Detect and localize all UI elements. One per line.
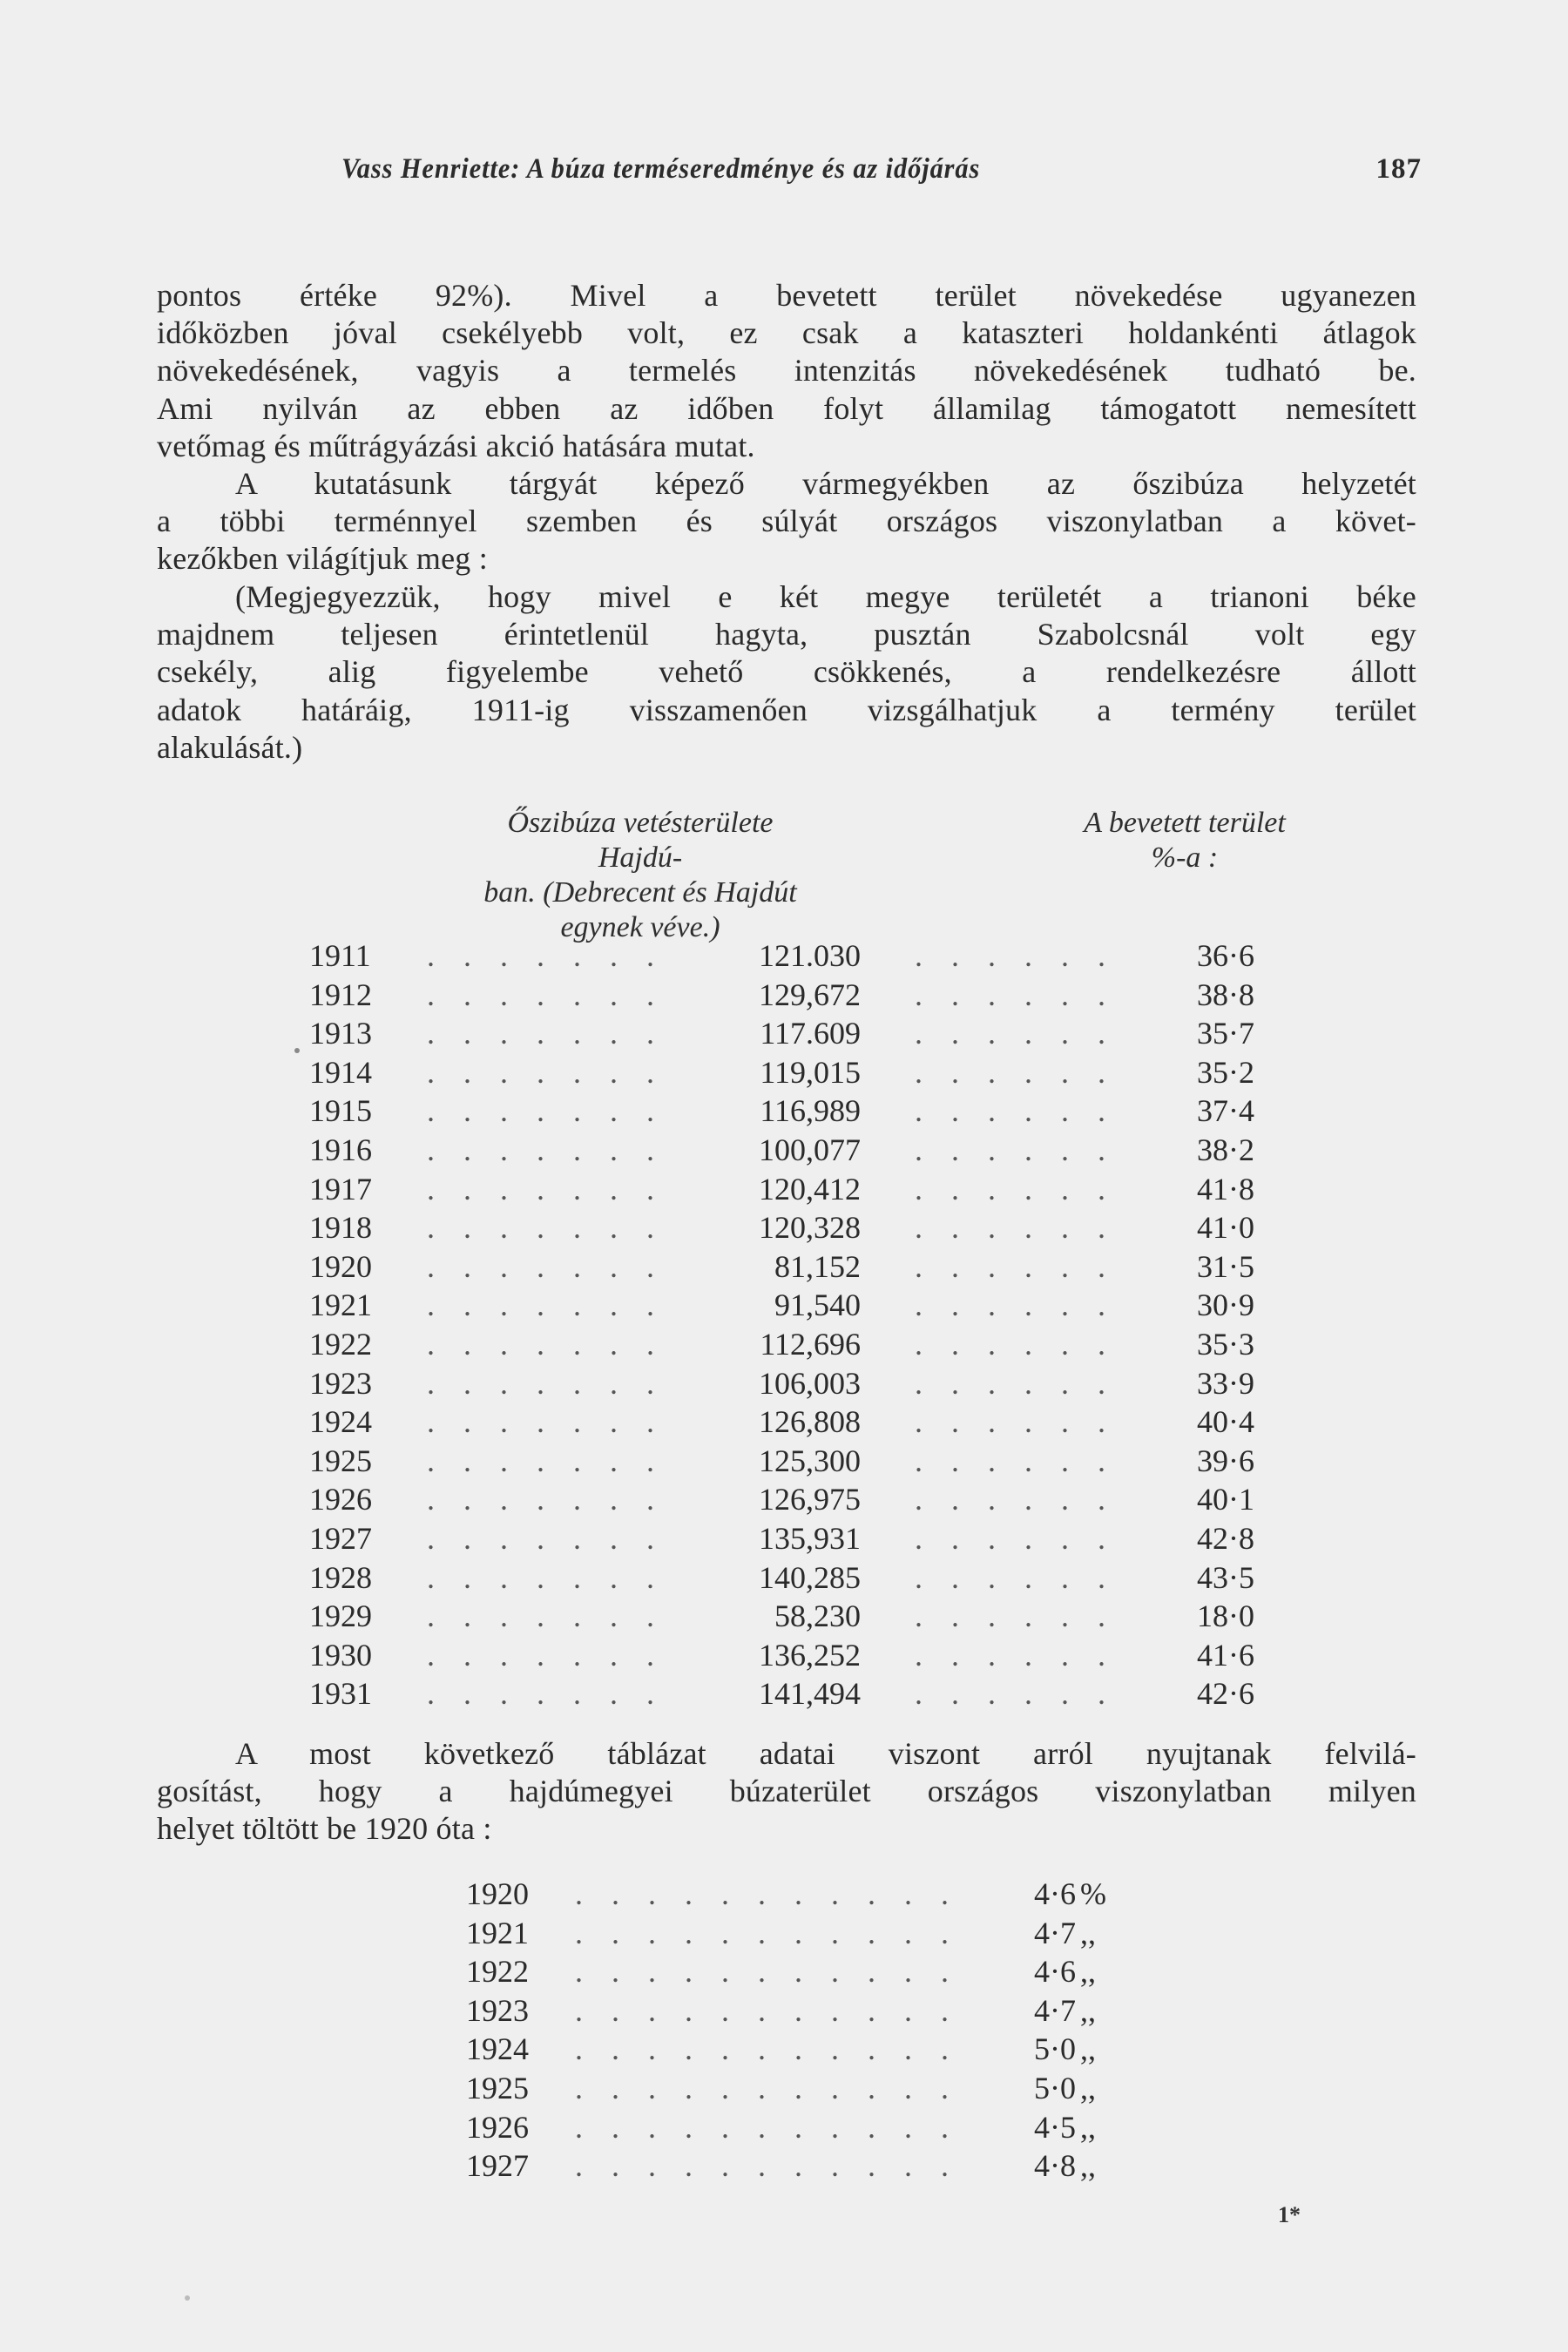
leader-dots: . . . . . . . [427,1559,665,1595]
percent: 33·9 [1197,1365,1254,1401]
table-row [0,1286,1568,1324]
leader-dots: . . . . . . [915,1327,1116,1362]
table-row [0,1480,1568,1518]
year: 1931 [309,1676,372,1712]
leader-dots: . . . . . . [915,938,1116,973]
leader-dots: . . . . . . [915,1404,1116,1440]
unit: ,, [1080,1992,1096,2028]
paragraph-2 [157,465,1416,578]
leader-dots: . . . . . . . [427,1365,665,1401]
print-speck [294,1048,300,1053]
table-row [0,1325,1568,1363]
area: 141,494 [759,1676,861,1712]
leader-dots: . . . . . . . [427,1676,665,1712]
share-value: 4·8 [1034,2148,1076,2184]
year: 1927 [466,2148,529,2184]
table-row [0,1875,1568,1913]
leader-dots: . . . . . . . [427,1093,665,1129]
area: 100,077 [759,1132,861,1167]
leader-dots: . . . . . . . [427,977,665,1012]
running-head [341,153,1422,192]
share-value: 4·6 [1034,1876,1076,1911]
header-line: Őszibúza vetésterülete Hajdú- [507,807,774,874]
table-row [0,1170,1568,1208]
percent: 41·6 [1197,1637,1254,1673]
table-row [0,1208,1568,1247]
text-line: (Megjegyezzük, hogy mivel e két megye területét a trianoni béke [235,579,1416,614]
year: 1921 [309,1288,372,1323]
table-row [0,2146,1568,2185]
share-value: 5·0 [1034,2071,1076,2105]
leader-dots: . . . . . . . [427,1171,665,1206]
paragraph-1 [157,277,1416,465]
percent: 42·6 [1197,1676,1254,1712]
page-number: 187 [1375,153,1422,185]
table-row [0,1674,1568,1713]
table-row [0,1519,1568,1558]
year: 1925 [466,2071,529,2105]
table-row [0,2108,1568,2146]
unit: % [1080,1876,1106,1911]
area: 119,015 [760,1054,861,1090]
table-row [0,1991,1568,2030]
share-value: 5·0 [1034,2031,1076,2067]
percent: 30·9 [1197,1288,1254,1323]
table-row [0,936,1568,975]
leader-dots: . . . . . . . . . . . [575,1915,959,1950]
percent: 31·5 [1197,1248,1254,1284]
percent: 18·0 [1197,1598,1254,1634]
leader-dots: . . . . . . [915,1016,1116,1051]
text-line: kezőkben világítjuk meg : [157,541,488,577]
area: 91,540 [774,1288,861,1323]
text-line: a többi terménnyel szemben és súlyát országos viszonylatban a követ- [157,504,1416,539]
table-row [0,1247,1568,1286]
unit: ,, [1080,2031,1096,2067]
leader-dots: . . . . . . [915,1598,1116,1634]
header-line: egynek véve.) [560,911,720,943]
table-row [0,1636,1568,1674]
print-speck [185,2295,190,2301]
leader-dots: . . . . . . [915,1365,1116,1401]
area: 120,328 [759,1210,861,1246]
percent: 35·3 [1197,1327,1254,1362]
percent: 40·1 [1197,1482,1254,1517]
area: 117.609 [760,1016,861,1051]
table1-header-percent [1010,806,1359,875]
percent: 37·4 [1197,1093,1254,1129]
table-row [0,1131,1568,1169]
table-row [0,1558,1568,1597]
text-line: helyet töltött be 1920 óta : [157,1811,492,1847]
year: 1912 [309,977,372,1012]
percent: 40·4 [1197,1404,1254,1440]
year: 1930 [309,1637,372,1673]
table-row [0,1053,1568,1092]
year: 1923 [309,1365,372,1401]
year: 1918 [309,1210,372,1246]
leader-dots: . . . . . . . [427,1598,665,1634]
percent: 35·7 [1197,1016,1254,1051]
area: 112,696 [760,1327,861,1362]
year: 1925 [309,1443,372,1478]
unit: ,, [1080,1915,1096,1950]
leader-dots: . . . . . . [915,977,1116,1012]
table-row [0,2069,1568,2107]
area: 126,808 [759,1404,861,1440]
area: 135,931 [759,1521,861,1556]
area: 81,152 [774,1248,861,1284]
text-line: adatok határáig, 1911-ig visszamenően vizsgálhatjuk a termény terület [157,692,1416,727]
percent: 42·8 [1197,1521,1254,1556]
area: 136,252 [759,1637,861,1673]
percent: 35·2 [1197,1054,1254,1090]
area: 116,989 [760,1093,861,1129]
year: 1928 [309,1559,372,1595]
leader-dots: . . . . . . [915,1171,1116,1206]
leader-dots: . . . . . . [915,1521,1116,1556]
leader-dots: . . . . . . [915,1132,1116,1167]
text-line: A most következő táblázat adatai viszont arról nyujtanak felvilá- [235,1736,1416,1771]
area: 125,300 [759,1443,861,1478]
table1-header-area [483,806,797,945]
area: 120,412 [759,1171,861,1206]
leader-dots: . . . . . . [915,1637,1116,1673]
unit: ,, [1080,2109,1096,2145]
leader-dots: . . . . . . . . . . . [575,1954,959,1990]
leader-dots: . . . . . . . . . . . [575,1876,959,1911]
year: 1916 [309,1132,372,1167]
paragraph-4 [157,1735,1416,1848]
leader-dots: . . . . . . . [427,1210,665,1246]
table-row [0,1014,1568,1052]
share-value: 4·7 [1034,1915,1076,1950]
percent: 41·8 [1197,1171,1254,1206]
year: 1917 [309,1171,372,1206]
year: 1914 [309,1054,372,1090]
year: 1920 [466,1876,529,1911]
header-line: A bevetett terület [1084,807,1286,839]
table-row [0,1364,1568,1402]
unit: ,, [1080,2071,1096,2105]
text-line: vetőmag és műtrágyázási akció hatására mutat. [157,428,755,463]
table-row [0,1092,1568,1130]
text-line: majdnem teljesen érintetlenül hagyta, pusztán Szabolcsnál volt egy [157,617,1416,652]
year: 1913 [309,1016,372,1051]
area: 126,975 [759,1482,861,1517]
table-row [0,1442,1568,1480]
text-line: A kutatásunk tárgyát képező vármegyékben az őszibúza helyzetét [235,466,1416,501]
text-line: pontos értéke 92%). Mivel a bevetett terület növekedése ugyanezen [157,278,1416,313]
table-row [0,2030,1568,2068]
leader-dots: . . . . . . . [427,1637,665,1673]
table-row [0,1402,1568,1441]
leader-dots: . . . . . . . . . . . [575,2109,959,2145]
leader-dots: . . . . . . . [427,1327,665,1362]
year: 1923 [466,1992,529,2028]
area: 129,672 [759,977,861,1012]
text-line: növekedésének, vagyis a termelés intenzitás növekedésének tudható be. [157,353,1416,389]
area: 58,230 [774,1598,861,1634]
leader-dots: . . . . . . [915,1288,1116,1323]
text-line: időközben jóval csekélyebb volt, ez csak a kataszteri holdankénti átlagok [157,315,1416,351]
leader-dots: . . . . . . . [427,1288,665,1323]
signature-mark: 1* [1278,2202,1301,2227]
leader-dots: . . . . . . [915,1093,1116,1129]
leader-dots: . . . . . . . [427,1054,665,1090]
year: 1915 [309,1093,372,1129]
year: 1926 [309,1482,372,1517]
unit: ,, [1080,2148,1096,2184]
year: 1922 [309,1327,372,1362]
area: 121.030 [759,938,861,973]
leader-dots: . . . . . . . . . . . [575,2031,959,2067]
year: 1926 [466,2109,529,2145]
leader-dots: . . . . . . [915,1248,1116,1284]
year: 1929 [309,1598,372,1634]
leader-dots: . . . . . . . [427,1132,665,1167]
leader-dots: . . . . . . . [427,1482,665,1517]
percent: 36·6 [1197,938,1254,973]
leader-dots: . . . . . . . [427,1016,665,1051]
leader-dots: . . . . . . . [427,1404,665,1440]
leader-dots: . . . . . . . [427,1248,665,1284]
leader-dots: . . . . . . [915,1676,1116,1712]
leader-dots: . . . . . . [915,1559,1116,1595]
percent: 41·0 [1197,1210,1254,1246]
leader-dots: . . . . . . . . . . . [575,2071,959,2105]
table-row [0,1914,1568,1952]
leader-dots: . . . . . . . [427,1521,665,1556]
running-head-title: Vass Henriette: A búza terméseredménye és az időjárás [341,153,981,185]
share-value: 4·6 [1034,1954,1076,1990]
text-line: Ami nyilván az ebben az időben folyt államilag támogatott nemesített [157,390,1416,426]
paragraph-3 [157,578,1416,767]
table-row [0,1952,1568,1990]
area: 140,285 [759,1559,861,1595]
table-row [0,1597,1568,1635]
leader-dots: . . . . . . . . . . . [575,1992,959,2028]
leader-dots: . . . . . . . [427,1443,665,1478]
year: 1911 [309,938,371,973]
leader-dots: . . . . . . [915,1482,1116,1517]
header-line: ban. (Debrecent és Hajdút [483,876,797,909]
leader-dots: . . . . . . [915,1443,1116,1478]
leader-dots: . . . . . . [915,1054,1116,1090]
percent: 43·5 [1197,1559,1254,1595]
year: 1924 [309,1404,372,1440]
leader-dots: . . . . . . . [427,938,665,973]
year: 1920 [309,1248,372,1284]
leader-dots: . . . . . . [915,1210,1116,1246]
area: 106,003 [759,1365,861,1401]
share-value: 4·7 [1034,1992,1076,2028]
text-line: alakulását.) [157,729,303,765]
share-value: 4·5 [1034,2109,1076,2145]
percent: 38·8 [1197,977,1254,1012]
year: 1921 [466,1915,529,1950]
text-line: csekély, alig figyelembe vehető csökkenés, a rendelkezésre állott [157,654,1416,690]
percent: 39·6 [1197,1443,1254,1478]
year: 1924 [466,2031,529,2067]
text-line: gosítást, hogy a hajdúmegyei búzaterület országos viszonylatban milyen [157,1774,1416,1809]
year: 1927 [309,1521,372,1556]
year: 1922 [466,1954,529,1990]
header-line: %-a : [1151,841,1219,874]
leader-dots: . . . . . . . . . . . [575,2148,959,2184]
unit: ,, [1080,1954,1096,1990]
table-row [0,976,1568,1014]
percent: 38·2 [1197,1132,1254,1167]
